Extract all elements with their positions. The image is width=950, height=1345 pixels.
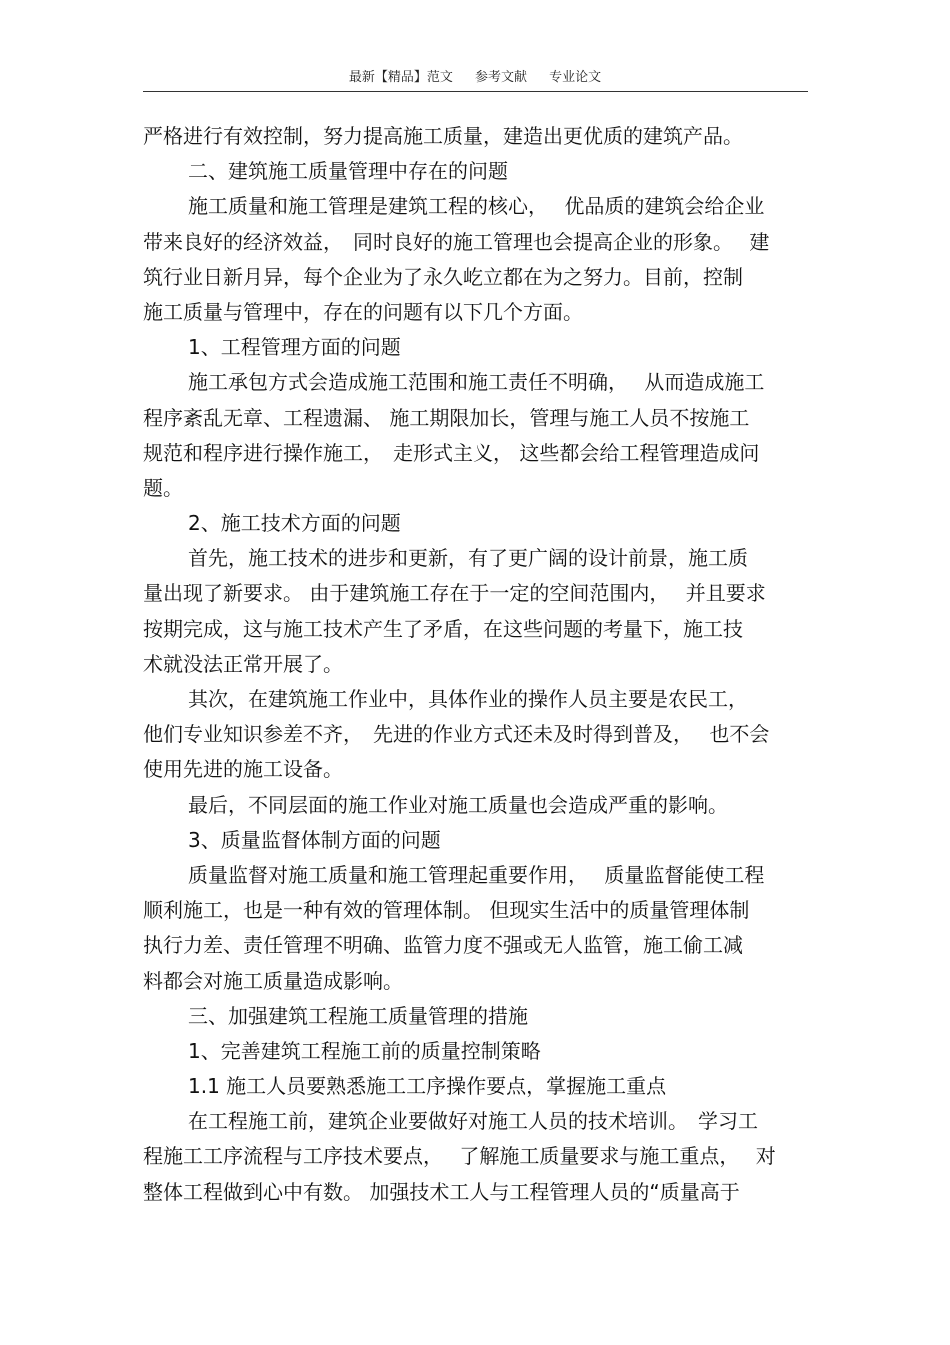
text-line: 按期完成，这与施工技术产生了矛盾，在这些问题的考量下，施工技: [143, 616, 743, 641]
document-body: [143, 119, 808, 1210]
text-line: 2、施工技术方面的问题: [188, 511, 401, 536]
text-line: 严格进行有效控制，努力提高施工质量，建造出更优质的建筑产品。: [143, 124, 743, 148]
header-divider: [143, 91, 808, 92]
text-line: 其次，在建筑施工作业中，具体作业的操作人员主要是农民工，: [188, 687, 748, 711]
text-line: 规范和程序进行操作施工， 走形式主义， 这些都会给工程管理造成问: [143, 440, 760, 465]
text-line: 使用先进的施工设备。: [143, 757, 343, 782]
header-item: 最新【精品】范文: [348, 70, 453, 85]
text-line: 题。: [143, 475, 183, 500]
header-item: 专业论文: [549, 70, 602, 85]
text-line: 三、加强建筑工程施工质量管理的措施: [188, 1003, 528, 1028]
text-line: 1、完善建筑工程施工前的质量控制策略: [188, 1038, 541, 1063]
text-line: 最后，不同层面的施工作业对施工质量也会造成严重的影响。: [188, 792, 728, 817]
text-line: 料都会对施工质量造成影响。: [143, 968, 403, 993]
text-line: 筑行业日新月异，每个企业为了永久屹立都在为之努力。目前，控制: [143, 264, 743, 289]
text-line: 在工程施工前，建筑企业要做好对施工人员的技术培训。 学习工: [188, 1109, 758, 1134]
page-header: [0, 66, 950, 85]
text-line: 他们专业知识参差不齐， 先进的作业方式还未及时得到普及， 也不会: [143, 722, 770, 747]
text-line: 程施工工序流程与工序技术要点， 了解施工质量要求与施工重点， 对: [143, 1144, 776, 1169]
text-line: 整体工程做到心中有数。 加强技术工人与工程管理人员的“质量高于: [143, 1179, 740, 1204]
text-line: 带来良好的经济效益， 同时良好的施工管理也会提高企业的形象。 建: [143, 229, 770, 254]
text-line: 施工质量与管理中，存在的问题有以下几个方面。: [143, 299, 583, 324]
text-line: 顺利施工，也是一种有效的管理体制。 但现实生活中的质量管理体制: [143, 898, 750, 923]
text-line: 二、建筑施工质量管理中存在的问题: [188, 159, 508, 184]
text-line: 术就没法正常开展了。: [143, 651, 343, 676]
text-line: 执行力差、责任管理不明确、监管力度不强或无人监管，施工偷工减: [143, 933, 743, 958]
text-line: 3、质量监督体制方面的问题: [188, 827, 441, 852]
text-line: 首先，施工技术的进步和更新，有了更广阔的设计前景，施工质: [188, 546, 748, 571]
text-line: 质量监督对施工质量和施工管理起重要作用， 质量监督能使工程: [188, 862, 765, 887]
text-line: 施工承包方式会造成施工范围和施工责任不明确， 从而造成施工: [188, 370, 765, 395]
text-line: 1.1 施工人员要熟悉施工工序操作要点，掌握施工重点: [188, 1074, 667, 1099]
text-line: 量出现了新要求。 由于建筑施工存在于一定的空间范围内， 并且要求: [143, 581, 766, 606]
text-line: 1、工程管理方面的问题: [188, 335, 401, 360]
text-line: 施工质量和施工管理是建筑工程的核心， 优品质的建筑会给企业: [188, 194, 765, 219]
text-line: 程序紊乱无章、工程遗漏、 施工期限加长，管理与施工人员不按施工: [143, 405, 750, 430]
header-item: 参考文献: [474, 70, 527, 85]
